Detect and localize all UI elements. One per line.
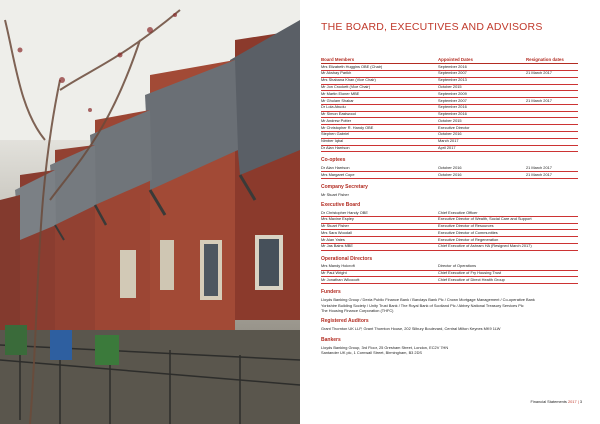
appointed-date: October 2015 (436, 84, 524, 91)
person-role: Chief Executive of Fry Housing Trust (436, 270, 578, 277)
secretary-name: Mr Stuart Fisher (321, 191, 349, 197)
section-title-bankers: Bankers (321, 336, 341, 343)
person-name: Mrs Maxine Espley (321, 216, 436, 223)
resignation-date (524, 64, 578, 71)
member-name: Mr Akshay Parikh (321, 70, 436, 77)
table-row (321, 98, 578, 105)
member-name: Mrs Margaret Cope (321, 172, 436, 179)
resignation-date (524, 118, 578, 125)
table-row (321, 104, 578, 111)
table-row (321, 125, 578, 132)
table-row (321, 77, 578, 84)
page-footer (531, 399, 582, 404)
resignation-date (524, 91, 578, 98)
resignation-date (524, 84, 578, 91)
appointed-date: September 2009 (436, 91, 524, 98)
section-title-executive: Executive Board (321, 202, 361, 209)
appointed-date: April 2017 (436, 145, 524, 152)
table-row (321, 111, 578, 118)
board-table-header (321, 57, 578, 64)
table-row (321, 277, 578, 284)
person-role: Executive Director of Communities (436, 230, 578, 237)
table-row (321, 64, 578, 71)
person-role: Executive Director of Wealth, Social Care and Support (436, 216, 578, 223)
board-members-table (321, 57, 578, 152)
resignation-date: 21 March 2017 (524, 70, 578, 77)
column-header: Appointed Dates (436, 57, 524, 64)
member-name: Mr Ghulam Shakar (321, 98, 436, 105)
person-name: Mr Jas Bains MBE (321, 244, 436, 251)
bankers-address: Santander UK plc, 1 Cornwall Street, Birmingham, B3 2DS (321, 350, 422, 356)
section-title-auditors: Registered Auditors (321, 318, 369, 325)
table-row (321, 270, 578, 277)
member-name: Mrs Elizabeth Huggins OBE (Chair) (321, 64, 436, 71)
funders-line: Lloyds Banking Group / Dexia Public Finance Bank / Barclays Bank Plc / Crown Mortgage Management / Co-operative Bank (321, 297, 535, 303)
appointed-date: September 2016 (436, 64, 524, 71)
page-number: 3 (579, 399, 582, 404)
resignation-date (524, 125, 578, 132)
resignation-date (524, 145, 578, 152)
person-role: Executive Director of Resources (436, 223, 578, 230)
appointed-date: September 2016 (436, 111, 524, 118)
operational-table (321, 264, 578, 284)
appointed-date: October 2016 (436, 132, 524, 139)
funders-line: Yorkshire Building Society / Unity Trust Bank / The Royal Bank of Scotland Plc / Abbey National Treasury Services Plc (321, 302, 524, 308)
member-name: Nimber Iqbal (321, 138, 436, 145)
member-name: Dr Lola Abudu (321, 104, 436, 111)
person-role: Executive Director of Regeneration (436, 237, 578, 244)
executive-table (321, 210, 578, 251)
document-page (300, 0, 600, 424)
table-row (321, 138, 578, 145)
table-row (321, 237, 578, 244)
member-name: Mr Jon Crockett (Vice Chair) (321, 84, 436, 91)
auditors-address: Grant Thornton UK LLP, Grant Thornton House, 202 Silbury Boulevard, Central Milton Keynes MK9 1LW (321, 326, 501, 332)
person-name: Mr Paul Wright (321, 270, 436, 277)
person-role: Chief Executive Officer (436, 210, 578, 216)
resignation-date (524, 104, 578, 111)
table-row (321, 223, 578, 230)
bankers-address: Lloyds Banking Group, 3rd Floor, 25 Gresham Street, London, EC2V 7HN (321, 344, 449, 350)
table-row (321, 244, 578, 251)
person-role: Chief Executive of Direct Health Group (436, 277, 578, 284)
appointed-date: March 2017 (436, 138, 524, 145)
member-name: Dr Alan Harrison (321, 145, 436, 152)
page-content (321, 57, 578, 356)
member-name: Mr Andrew Potter (321, 118, 436, 125)
table-row (321, 216, 578, 223)
person-name: Mr Alan Yates (321, 237, 436, 244)
section-title-coopted: Co-optees (321, 157, 346, 164)
table-row (321, 230, 578, 237)
resignation-date: 21 March 2017 (524, 172, 578, 179)
resignation-date: 21 March 2017 (524, 165, 578, 171)
resignation-date (524, 111, 578, 118)
funders-line: The Housing Finance Corporation (THFC) (321, 307, 394, 313)
table-row (321, 91, 578, 98)
appointed-date: September 2016 (436, 104, 524, 111)
resignation-date: 21 March 2017 (524, 98, 578, 105)
table-row (321, 70, 578, 77)
member-name: Mrs Shabana Khan (Vice Chair) (321, 77, 436, 84)
section-title-secretary: Company Secretary (321, 183, 368, 190)
resignation-date (524, 138, 578, 145)
footer-label: Financial Statements (530, 399, 567, 404)
person-name: Mr Jonathan Wilcocott (321, 277, 436, 284)
resignation-date (524, 77, 578, 84)
section-title-funders: Funders (321, 289, 341, 296)
footer-year: 2017 (567, 399, 577, 404)
table-row (321, 84, 578, 91)
appointed-date: October 2016 (436, 165, 524, 171)
appointed-date: September 2007 (436, 70, 524, 77)
appointed-date: October 2016 (436, 172, 524, 179)
member-name: Mr Christopher R. Handy OBE (321, 125, 436, 132)
appointed-date: September 2013 (436, 77, 524, 84)
member-name: Stephen Gabriel (321, 132, 436, 139)
table-row (321, 172, 578, 179)
resignation-date (524, 132, 578, 139)
person-role: Director of Operations (436, 264, 578, 270)
appointed-date: Executive Director (436, 125, 524, 132)
footer-separator: | (577, 399, 579, 404)
member-name: Mr Simon Eastwood (321, 111, 436, 118)
member-name: Dr Alan Harrison (321, 165, 436, 171)
member-name: Mr Martin Eloner MBE (321, 91, 436, 98)
section-title-operational: Operational Directors (321, 255, 373, 262)
coopted-table (321, 165, 578, 179)
person-name: Mrs Mandy Holcroft (321, 264, 436, 270)
table-row (321, 132, 578, 139)
person-role: Chief Executive of Ashram HA (Resigned March 2017) (436, 244, 578, 251)
appointed-date: October 2015 (436, 118, 524, 125)
page-title: THE BOARD, EXECUTIVES AND ADVISORS (321, 21, 543, 33)
table-row (321, 118, 578, 125)
person-name: Mrs Sara Woodall (321, 230, 436, 237)
appointed-date: September 2007 (436, 98, 524, 105)
table-row (321, 145, 578, 152)
column-header: Resignation dates (524, 57, 578, 64)
person-name: Dr Christopher Handy OBE (321, 210, 436, 216)
column-header: Board Members (321, 57, 436, 64)
person-name: Mr Stuart Fisher (321, 223, 436, 230)
